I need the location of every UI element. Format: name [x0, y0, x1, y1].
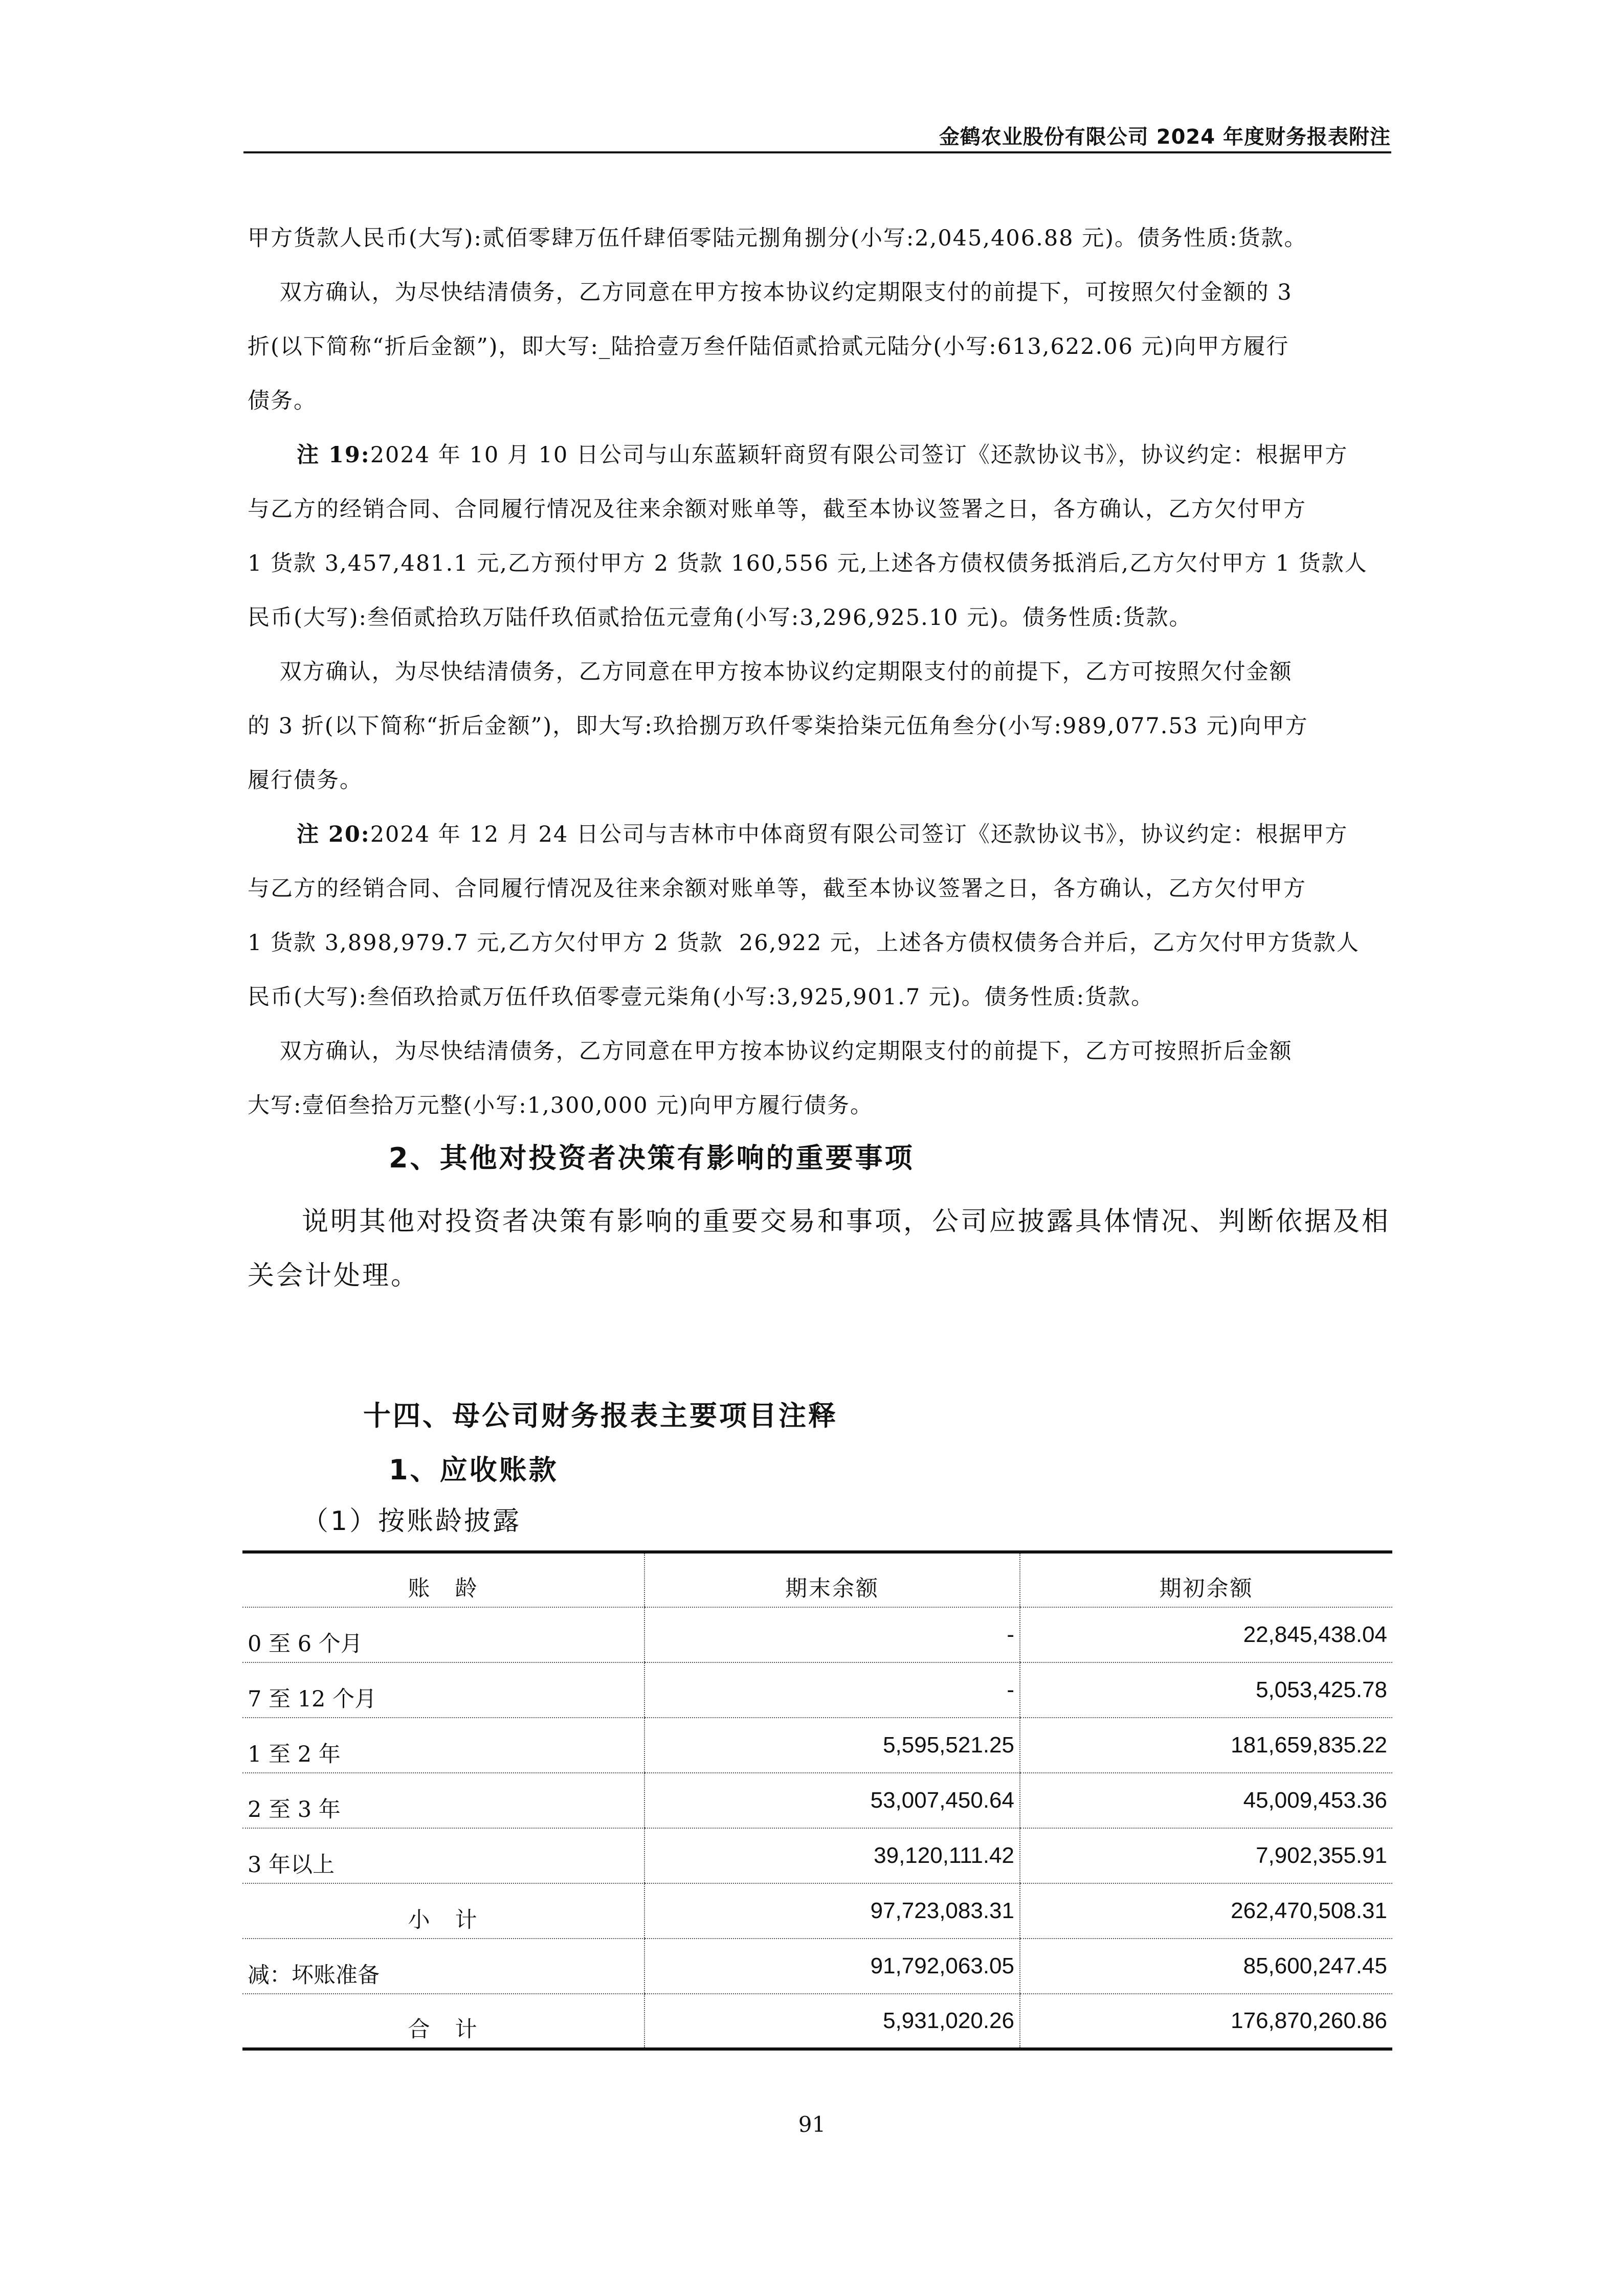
header-rule — [243, 151, 1391, 153]
column-header: 期末余额 — [644, 1552, 1020, 1607]
row-label: 0 至 6 个月 — [242, 1607, 644, 1662]
body-line: 1 货款 3,457,481.1 元,乙方预付甲方 2 货款 160,556 元,上述各方债权债务抵消后,乙方欠付甲方 1 货款人 — [248, 551, 1368, 576]
end-balance-cell: 39,120,111.42 — [644, 1828, 1020, 1883]
table-row — [242, 1773, 1392, 1828]
section-2-heading: 2、其他对投资者决策有影响的重要事项 — [389, 1142, 915, 1174]
begin-balance-cell: 85,600,247.45 — [1020, 1939, 1392, 1994]
body-line: 民币(大写):叁佰贰拾玖万陆仟玖佰贰拾伍元壹角(小写:3,296,925.10 元)。债务性质:货款。 — [248, 605, 1192, 631]
body-line: 履行债务。 — [248, 768, 363, 793]
body-line: 的 3 折(以下简称“折后金额”)，即大写:玖拾捌万玖仟零柒拾柒元伍角叁分(小写:989,077.53 元)向甲方 — [248, 713, 1308, 739]
body-line: 债务。 — [248, 388, 317, 414]
note-20-label: 注 20: — [297, 822, 370, 847]
end-balance-cell: 5,931,020.26 — [644, 1994, 1020, 2049]
end-balance-cell: - — [644, 1607, 1020, 1662]
body-line: 2024 年 12 月 24 日公司与吉林市中体商贸有限公司签订《还款协议书》，协议约定：根据甲方 — [370, 822, 1348, 847]
row-label: 7 至 12 个月 — [242, 1662, 644, 1718]
begin-balance-cell: 5,053,425.78 — [1020, 1662, 1392, 1718]
body-line: 甲方货款人民币(大写):贰佰零肆万伍仟肆佰零陆元捌角捌分(小写:2,045,406.88 元)。债务性质:货款。 — [248, 226, 1307, 251]
row-label: 合 计 — [408, 2017, 479, 2042]
body-line: 民币(大写):叁佰玖拾贰万伍仟玖佰零壹元柒角(小写:3,925,901.7 元)。债务性质:货款。 — [248, 984, 1154, 1010]
end-balance-cell: 91,792,063.05 — [644, 1939, 1020, 1994]
body-line: 双方确认，为尽快结清债务，乙方同意在甲方按本协议约定期限支付的前提下，乙方可按照欠付金额 — [248, 659, 1293, 685]
row-label: 减：坏账准备 — [242, 1939, 644, 1994]
table-row — [242, 1828, 1392, 1883]
body-line: 双方确认，为尽快结清债务，乙方同意在甲方按本协议约定期限支付的前提下，乙方可按照折后金额 — [248, 1039, 1293, 1064]
begin-balance-cell: 181,659,835.22 — [1020, 1718, 1392, 1773]
note-19-label: 注 19: — [297, 442, 370, 468]
section-2-text: 关会计处理。 — [248, 1260, 420, 1291]
begin-balance-cell: 22,845,438.04 — [1020, 1607, 1392, 1662]
end-balance-cell: - — [644, 1662, 1020, 1718]
table-header-row — [242, 1552, 1392, 1607]
note-20-line — [297, 817, 1348, 848]
body-line: 2024 年 10 月 10 日公司与山东蓝颖轩商贸有限公司签订《还款协议书》，协议约定：根据甲方 — [370, 442, 1348, 468]
table-row — [242, 1939, 1392, 1994]
row-label: 1 至 2 年 — [242, 1718, 644, 1773]
body-line: 折(以下简称“折后金额”)，即大写:_陆拾壹万叁仟陆佰贰拾贰元陆分(小写:613,622.06 元)向甲方履行 — [248, 334, 1289, 359]
section-2-text: 说明其他对投资者决策有影响的重要交易和事项，公司应披露具体情况、判断依据及相 — [302, 1206, 1391, 1237]
column-header: 期初余额 — [1020, 1552, 1392, 1607]
begin-balance-cell: 7,902,355.91 — [1020, 1828, 1392, 1883]
column-header: 账 龄 — [242, 1552, 644, 1607]
subtotal-row — [242, 1883, 1392, 1939]
table-row — [242, 1718, 1392, 1773]
row-label: 2 至 3 年 — [242, 1773, 644, 1828]
table-caption: （1）按账龄披露 — [302, 1506, 522, 1537]
aging-table — [242, 1550, 1392, 2051]
row-label: 小 计 — [242, 1883, 644, 1939]
begin-balance-cell: 176,870,260.86 — [1020, 1994, 1392, 2049]
section-14-heading: 十四、母公司财务报表主要项目注释 — [363, 1400, 838, 1432]
note-19-line — [297, 438, 1348, 469]
end-balance-cell: 5,595,521.25 — [644, 1718, 1020, 1773]
begin-balance-cell: 262,470,508.31 — [1020, 1883, 1392, 1939]
report-header-title: 金鹤农业股份有限公司 2024 年度财务报表附注 — [939, 125, 1391, 149]
begin-balance-cell: 45,009,453.36 — [1020, 1773, 1392, 1828]
body-line: 双方确认，为尽快结清债务，乙方同意在甲方按本协议约定期限支付的前提下，可按照欠付金额的 3 — [248, 280, 1293, 305]
subsection-heading: 1、应收账款 — [389, 1454, 559, 1486]
body-line: 与乙方的经销合同、合同履行情况及往来余额对账单等，截至本协议签署之日，各方确认，乙方欠付甲方 — [248, 876, 1306, 902]
body-line: 1 货款 3,898,979.7 元,乙方欠付甲方 2 货款 26,922 元，上述各方债权债务合并后，乙方欠付甲方货款人 — [248, 930, 1360, 956]
body-line: 大写:壹佰叁拾万元整(小写:1,300,000 元)向甲方履行债务。 — [248, 1093, 874, 1118]
table-row — [242, 1662, 1392, 1718]
end-balance-cell: 53,007,450.64 — [644, 1773, 1020, 1828]
table-row — [242, 1607, 1392, 1662]
body-line: 与乙方的经销合同、合同履行情况及往来余额对账单等，截至本协议签署之日，各方确认，乙方欠付甲方 — [248, 497, 1306, 522]
total-row — [242, 1994, 1392, 2049]
row-label: 3 年以上 — [242, 1828, 644, 1883]
end-balance-cell: 97,723,083.31 — [644, 1883, 1020, 1939]
page-number: 91 — [798, 2112, 826, 2137]
